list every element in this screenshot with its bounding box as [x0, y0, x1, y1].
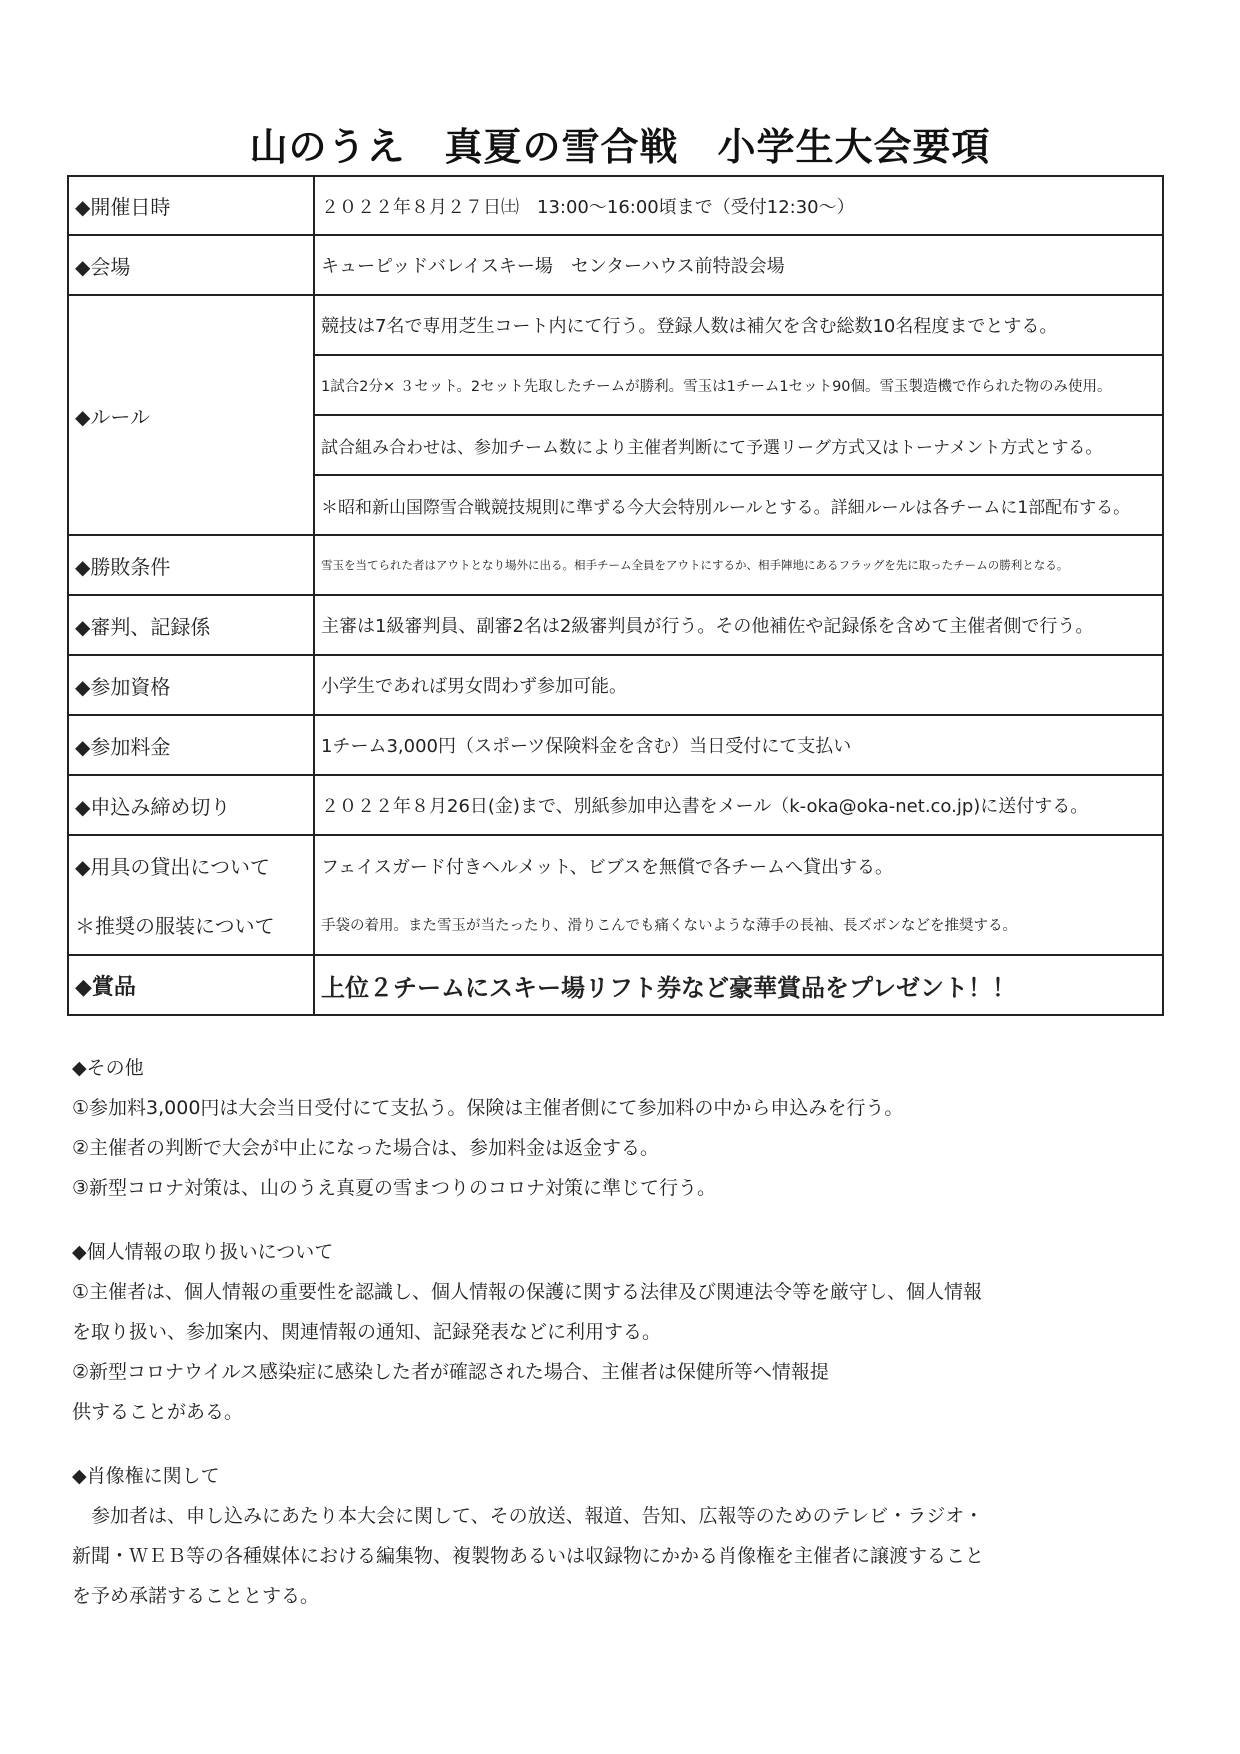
paragraph-line: を予め承諾することとする。: [72, 1585, 320, 1607]
row-label: ◆審判、記録係: [68, 595, 314, 655]
table-row-date: [68, 176, 1163, 235]
paragraph-line: 供することがある。: [72, 1401, 244, 1423]
spacer: [72, 1208, 1172, 1232]
row-label: ◆参加資格: [68, 655, 314, 715]
paragraph-line: ②新型コロナウイルス感染症に感染した者が確認された場合、主催者は保健所等へ情報提: [72, 1361, 829, 1383]
row-value: 主審は1級審判員、副審2名は2級審判員が行う。その他補佐や記録係を含めて主催者側で行う。: [314, 595, 1163, 655]
row-value: 雪玉を当てられた者はアウトとなり場外に出る。相手チーム全員をアウトにするか、相手陣地にあるフラッグを先に取ったチームの勝利となる。: [314, 535, 1163, 595]
row-label: ◆用具の貸出について: [68, 835, 314, 895]
table-row-victory: [68, 535, 1163, 595]
row-label: ◆賞品: [68, 955, 314, 1015]
section-heading: ◆その他: [72, 1057, 144, 1079]
list-item: ②主催者の判断で大会が中止になった場合は、参加料金は返金する。: [72, 1137, 660, 1159]
table-row-rules: [68, 295, 1163, 355]
table-row-prize: [68, 955, 1163, 1015]
paragraph-line: を取り扱い、参加案内、関連情報の通知、記録発表などに利用する。: [72, 1321, 662, 1343]
table-row-attire: [68, 895, 1163, 955]
rule-item: 試合組み合わせは、参加チーム数により主催者判断にて予選リーグ方式又はトーナメント方式とする。: [314, 415, 1163, 475]
row-label: ◆ルール: [68, 295, 314, 535]
paragraph-line: 参加者は、申し込みにあたり本大会に関して、その放送、報道、告知、広報等のためのテレビ・ラジオ・: [72, 1505, 984, 1527]
section-heading: ◆肖像権に関して: [72, 1465, 220, 1487]
notes-section: [72, 1048, 1172, 1616]
row-value: キューピッドバレイスキー場 センターハウス前特設会場: [314, 235, 1163, 295]
rule-item: ＊昭和新山国際雪合戦競技規則に準ずる今大会特別ルールとする。詳細ルールは各チームに1部配布する。: [314, 475, 1163, 535]
page-title: 山のうえ 真夏の雪合戦 小学生大会要項: [249, 125, 991, 169]
list-item: ③新型コロナ対策は、山のうえ真夏の雪まつりのコロナ対策に準じて行う。: [72, 1177, 717, 1199]
row-value: 小学生であれば男女問わず参加可能。: [314, 655, 1163, 715]
rule-item: 競技は7名で専用芝生コート内にて行う。登録人数は補欠を含む総数10名程度までとする。: [314, 295, 1163, 355]
row-label: ＊推奨の服装について: [68, 895, 314, 955]
table-row-fee: [68, 715, 1163, 775]
section-heading: ◆個人情報の取り扱いについて: [72, 1241, 334, 1263]
row-value: ２０２２年８月26日(金)まで、別紙参加申込書をメール（k-oka@oka-net.co.jp)に送付する。: [314, 775, 1163, 835]
table-row-eligibility: [68, 655, 1163, 715]
table-row-referee: [68, 595, 1163, 655]
row-value: 手袋の着用。また雪玉が当たったり、滑りこんでも痛くないような薄手の長袖、長ズボンなどを推奨する。: [314, 895, 1163, 955]
row-label: ◆会場: [68, 235, 314, 295]
table-row-deadline: [68, 775, 1163, 835]
list-item: ①参加料3,000円は大会当日受付にて支払う。保険は主催者側にて参加料の中から申込みを行う。: [72, 1097, 904, 1119]
spacer: [72, 1432, 1172, 1456]
paragraph-line: ①主催者は、個人情報の重要性を認識し、個人情報の保護に関する法律及び関連法令等を厳守し、個人情報: [72, 1281, 983, 1303]
row-label: ◆開催日時: [68, 176, 314, 235]
row-value: ２０２２年８月２７日㈯ 13:00～16:00頃まで（受付12:30～）: [314, 176, 1163, 235]
paragraph-line: 新聞・ＷＥＢ等の各種媒体における編集物、複製物あるいは収録物にかかる肖像権を主催者に譲渡すること: [72, 1545, 985, 1567]
row-label: ◆参加料金: [68, 715, 314, 775]
table-row-venue: [68, 235, 1163, 295]
row-label: ◆勝敗条件: [68, 535, 314, 595]
table-row-equipment: [68, 835, 1163, 895]
row-value: 1チーム3,000円（スポーツ保険料金を含む）当日受付にて支払い: [314, 715, 1163, 775]
info-table: [67, 175, 1164, 1016]
row-value: 上位２チームにスキー場リフト券など豪華賞品をプレゼント！！: [314, 955, 1163, 1015]
row-value: フェイスガード付きヘルメット、ビブスを無償で各チームへ貸出する。: [314, 835, 1163, 895]
row-label: ◆申込み締め切り: [68, 775, 314, 835]
rule-item: 1試合2分× ３セット。2セット先取したチームが勝利。雪玉は1チーム1セット90個。雪玉製造機で作られた物のみ使用。: [314, 355, 1163, 415]
